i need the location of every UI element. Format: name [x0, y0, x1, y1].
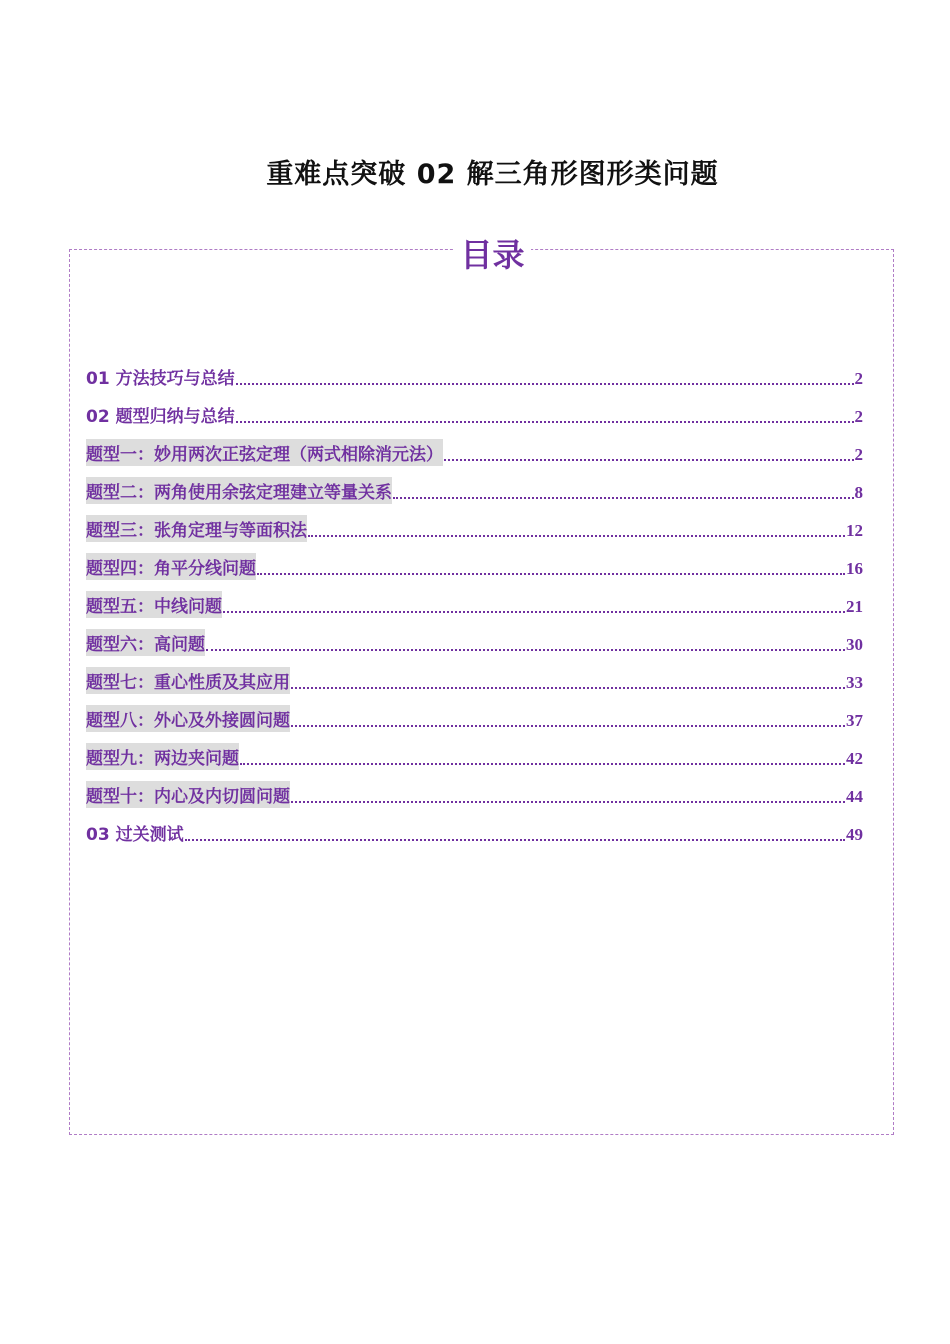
toc-entry-type-10[interactable]	[86, 770, 863, 808]
toc-entry-label: 02 题型归纳与总结	[86, 407, 235, 427]
toc-entry-label: 题型二：两角使用余弦定理建立等量关系	[86, 477, 392, 504]
toc-leader	[185, 839, 845, 841]
toc-entry-type-2[interactable]	[86, 466, 863, 504]
toc-entry-type-6[interactable]	[86, 618, 863, 656]
toc-heading-text: 目录	[454, 236, 530, 274]
toc-entry-type-summary[interactable]	[86, 390, 863, 428]
toc-heading	[0, 230, 950, 276]
toc-entry-type-4[interactable]	[86, 542, 863, 580]
toc-page-number: 21	[846, 597, 863, 616]
toc-page-number: 12	[846, 521, 863, 540]
toc-leader	[393, 497, 854, 499]
toc-entry-type-5[interactable]	[86, 580, 863, 618]
toc-entry-type-8[interactable]	[86, 694, 863, 732]
toc-page-number: 8	[854, 483, 863, 502]
toc-entry-label: 题型三：张角定理与等面积法	[86, 515, 307, 542]
toc-entry-methods-summary[interactable]	[86, 352, 863, 390]
toc-entry-type-7[interactable]	[86, 656, 863, 694]
toc-page-number: 42	[846, 749, 863, 768]
document-title: 重难点突破 02 解三角形图形类问题	[266, 159, 719, 190]
toc-entry-label: 题型八：外心及外接圆问题	[86, 705, 290, 732]
toc-leader	[240, 763, 845, 765]
toc-entry-type-3[interactable]	[86, 504, 863, 542]
toc-entry-label: 01 方法技巧与总结	[86, 369, 235, 389]
toc-entry-final-test[interactable]	[86, 808, 863, 846]
toc-entry-label: 题型四：角平分线问题	[86, 553, 256, 580]
toc-entry-type-9[interactable]	[86, 732, 863, 770]
toc-leader	[291, 687, 845, 689]
toc-entry-label: 题型七：重心性质及其应用	[86, 667, 290, 694]
toc-page-number: 37	[846, 711, 863, 730]
toc-leader	[236, 421, 854, 423]
toc-page-number: 44	[846, 787, 863, 806]
toc-leader	[236, 383, 854, 385]
toc-page-number: 30	[846, 635, 863, 654]
toc-leader	[291, 801, 845, 803]
toc-entry-label: 题型十：内心及内切圆问题	[86, 781, 290, 808]
toc-page-number: 2	[854, 445, 863, 464]
toc-entry-label: 题型一：妙用两次正弦定理（两式相除消元法）	[86, 439, 443, 466]
toc-list	[86, 352, 863, 846]
toc-page-number: 16	[846, 559, 863, 578]
toc-leader	[223, 611, 845, 613]
toc-entry-label: 题型九：两边夹问题	[86, 743, 239, 770]
toc-entry-label: 03 过关测试	[86, 825, 184, 845]
toc-entry-label: 题型五：中线问题	[86, 591, 222, 618]
toc-leader	[257, 573, 845, 575]
toc-page-number: 33	[846, 673, 863, 692]
toc-entry-label: 题型六：高问题	[86, 629, 205, 656]
toc-entry-type-1[interactable]	[86, 428, 863, 466]
toc-page-number: 2	[854, 369, 863, 388]
toc-leader	[291, 725, 845, 727]
toc-page-number: 2	[854, 407, 863, 426]
toc-leader	[308, 535, 845, 537]
toc-leader	[206, 649, 845, 651]
toc-leader	[444, 459, 854, 461]
toc-page-number: 49	[846, 825, 863, 844]
